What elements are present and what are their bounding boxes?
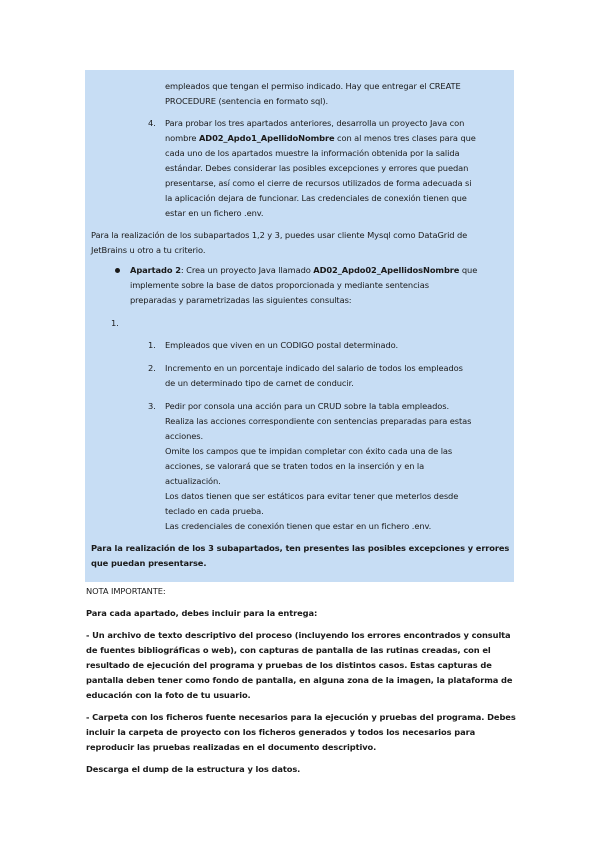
item4-number: 4. (148, 118, 156, 128)
subitem2-line-2: de un determinado tipo de carnet de conducir. (165, 378, 354, 388)
subitem1-line-1: Empleados que viven en un CODIGO postal determinado. (165, 340, 398, 350)
item3-line-1: empleados que tengan el permiso indicado. Hay que entregar el CREATE (165, 81, 461, 91)
item4-line-2-post: con al menos tres clases para que (334, 133, 476, 143)
notes-heading: NOTA IMPORTANTE: (86, 586, 166, 596)
apartado2-label: Apartado 2 (130, 265, 181, 275)
item4-line-1: Para probar los tres apartados anteriores, desarrolla un proyecto Java con (165, 118, 465, 128)
apartado2-text-1: : Crea un proyecto Java llamado (180, 265, 314, 275)
subitem2-number: 2. (148, 363, 156, 373)
realization-line-1: Para la realización de los subapartados 1,2 y 3, puedes usar cliente Mysql como DataGrid de (91, 230, 468, 240)
apartado2-line-3: preparadas y parametrizadas las siguientes consultas: (130, 295, 352, 305)
outer-list-number: 1. (111, 318, 119, 328)
notes-para1-line-2: de fuentes bibliográficas o web), con capturas de pantalla de las rutinas creadas, con el (86, 645, 491, 655)
bold-note-line-2: que puedan presentarse. (91, 558, 207, 568)
notes-para2-line-3: reproducir las pruebas realizadas en el documento descriptivo. (86, 742, 377, 752)
project-name-apdo1: AD02_Apdo1_ApellidoNombre (198, 133, 335, 143)
subitem3-number: 3. (148, 401, 156, 411)
subitem2-line-1: Incremento en un porcentaje indicado del salario de todos los empleados (165, 363, 463, 373)
project-name-apdo02: AD02_Apdo02_ApellidosNombre (313, 265, 460, 275)
apartado2-line-2: implemente sobre la base de datos proporcionada y mediante sentencias (130, 280, 429, 290)
notes-para2-line-2: incluir la carpeta de proyecto con los ficheros generados y todos los necesarios para (86, 727, 476, 737)
subitem3-line-2: Realiza las acciones correspondiente con sentencias preparadas para estas (165, 416, 472, 426)
notes-para1-line-1: - Un archivo de texto descriptivo del proceso (incluyendo los errores encontrados y consulta (86, 630, 511, 640)
item4-line-3: cada uno de los apartados muestre la información obtenida por la salida (165, 148, 460, 158)
subitem3-line-8: teclado en cada prueba. (165, 506, 264, 516)
notes-para2-line-1: - Carpeta con los ficheros fuente necesarios para la ejecución y pruebas del programa. Debes (86, 712, 516, 722)
subitem3-line-6: actualización. (165, 476, 221, 486)
subitem3-line-9: Las credenciales de conexión tienen que estar en un fichero .env. (165, 521, 432, 531)
item3-line-2: PROCEDURE (sentencia en formato sql). (165, 96, 329, 106)
apartado2-text-2: que (459, 265, 478, 275)
item4-line-6: la aplicación dejara de funcionar. Las credenciales de conexión tienen que (165, 193, 467, 203)
notes-para1-line-3: resultado de ejecución del programa y pruebas de los distintos casos. Estas capturas de (86, 660, 492, 670)
item4-line-2-pre: nombre (165, 133, 199, 143)
subitem3-line-1: Pedir por consola una acción para un CRUD sobre la tabla empleados. (165, 401, 450, 411)
notes-para1-line-5: educación con la foto de tu usuario. (86, 690, 251, 700)
subitem1-number: 1. (148, 340, 156, 350)
subitem3-line-7: Los datos tienen que ser estáticos para evitar tener que meterlos desde (165, 491, 459, 501)
item4-line-5: presentarse, así como el cierre de recursos utilizados de forma adecuada si (165, 178, 472, 188)
item4-line-4: estándar. Debes considerar las posibles excepciones y errores que puedan (165, 163, 469, 173)
bold-note-line-1: Para la realización de los 3 subapartados, ten presentes las posibles excepciones y errores (91, 543, 510, 553)
subitem3-line-4: Omite los campos que te impidan completar con éxito cada una de las (165, 446, 453, 456)
notes-intro: Para cada apartado, debes incluir para la entrega: (86, 608, 318, 618)
item4-line-2 (165, 131, 476, 146)
item4-line-7: estar en un fichero .env. (165, 208, 264, 218)
notes-final: Descarga el dump de la estructura y los datos. (86, 764, 301, 774)
subitem3-line-3: acciones. (165, 431, 204, 441)
bullet-point (115, 268, 120, 273)
notes-para1-line-4: pantalla deben tener como fondo de pantalla, en alguna zona de la imagen, la plataforma de (86, 675, 513, 685)
realization-line-2: JetBrains u otro a tu criterio. (91, 245, 206, 255)
apartado2-line-1 (130, 263, 477, 278)
subitem3-line-5: acciones, se valorará que se traten todos en la inserción y en la (165, 461, 425, 471)
